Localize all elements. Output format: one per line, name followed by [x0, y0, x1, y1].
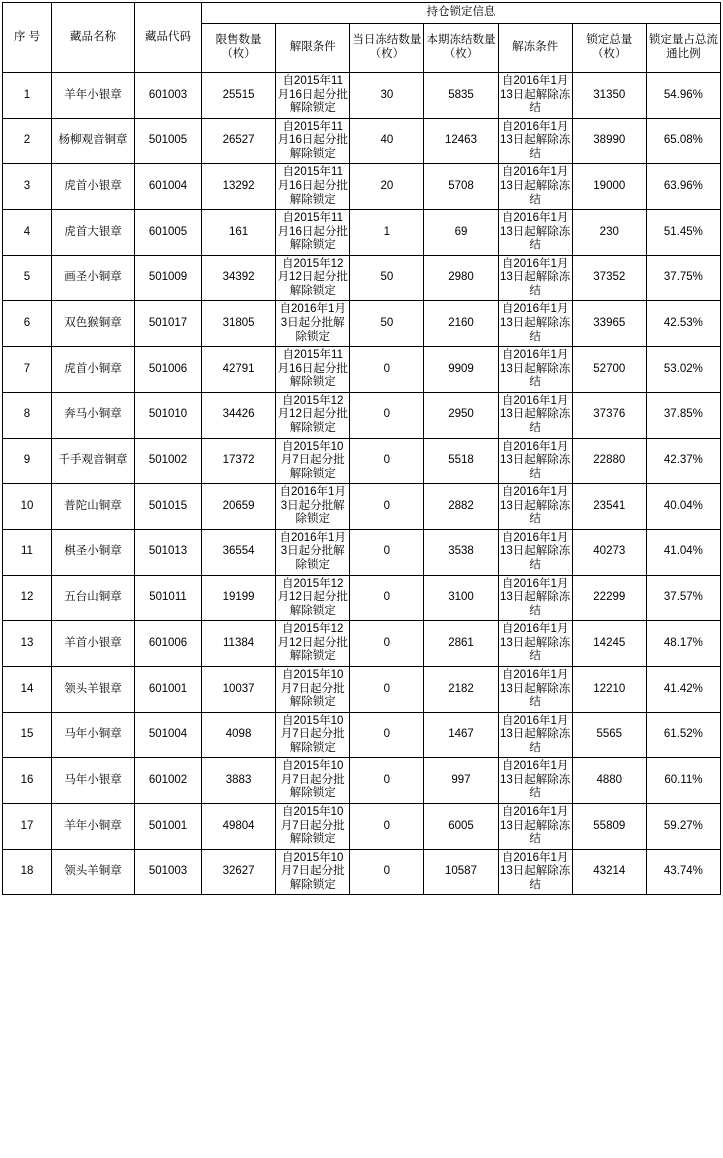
cell-code: 601004	[135, 164, 202, 210]
cell-name: 马年小铜章	[52, 712, 135, 758]
cell-code: 501017	[135, 301, 202, 347]
cell-today-frozen: 30	[350, 73, 424, 119]
column-header-index: 序 号	[3, 3, 52, 73]
column-header-code: 藏品代码	[135, 3, 202, 73]
cell-today-frozen: 1	[350, 210, 424, 256]
cell-lock-total: 4880	[572, 758, 646, 804]
cell-ratio: 61.52%	[646, 712, 720, 758]
table-head	[3, 3, 721, 73]
cell-period-frozen: 3538	[424, 529, 498, 575]
cell-today-frozen: 0	[350, 758, 424, 804]
cell-unlock-cond: 自2015年10月7日起分批解除锁定	[276, 666, 350, 712]
cell-ratio: 40.04%	[646, 484, 720, 530]
cell-name: 羊年小铜章	[52, 804, 135, 850]
cell-unlock-cond: 自2015年11月16日起分批解除锁定	[276, 347, 350, 393]
cell-unlock-cond: 自2015年10月7日起分批解除锁定	[276, 438, 350, 484]
cell-thaw-cond: 自2016年1月13日起解除冻结	[498, 73, 572, 119]
table-row	[3, 758, 721, 804]
cell-ratio: 48.17%	[646, 621, 720, 667]
cell-index: 17	[3, 804, 52, 850]
cell-name: 羊年小银章	[52, 73, 135, 119]
cell-lock-total: 55809	[572, 804, 646, 850]
cell-lock-total: 31350	[572, 73, 646, 119]
cell-today-frozen: 0	[350, 438, 424, 484]
cell-name: 棋圣小铜章	[52, 529, 135, 575]
cell-code: 601005	[135, 210, 202, 256]
cell-lock-total: 22880	[572, 438, 646, 484]
cell-index: 1	[3, 73, 52, 119]
cell-lock-total: 37376	[572, 392, 646, 438]
table-body	[3, 73, 721, 895]
cell-lock-total: 40273	[572, 529, 646, 575]
cell-ratio: 59.27%	[646, 804, 720, 850]
cell-ratio: 51.45%	[646, 210, 720, 256]
cell-lock-total: 33965	[572, 301, 646, 347]
cell-today-frozen: 0	[350, 804, 424, 850]
table-row	[3, 73, 721, 119]
column-header-today-frozen: 当日冻结数量（枚）	[350, 24, 424, 73]
cell-period-frozen: 2861	[424, 621, 498, 667]
table-row	[3, 804, 721, 850]
table-row	[3, 392, 721, 438]
cell-index: 6	[3, 301, 52, 347]
table-row	[3, 118, 721, 164]
table-row	[3, 347, 721, 393]
cell-index: 10	[3, 484, 52, 530]
cell-ratio: 60.11%	[646, 758, 720, 804]
cell-code: 501005	[135, 118, 202, 164]
cell-unlock-cond: 自2015年12月12日起分批解除锁定	[276, 255, 350, 301]
column-header-period-frozen: 本期冻结数量（枚）	[424, 24, 498, 73]
cell-code: 501002	[135, 438, 202, 484]
cell-today-frozen: 0	[350, 575, 424, 621]
cell-lock-total: 52700	[572, 347, 646, 393]
cell-name: 杨柳观音铜章	[52, 118, 135, 164]
group-header-row	[3, 3, 721, 24]
table-row	[3, 529, 721, 575]
cell-thaw-cond: 自2016年1月13日起解除冻结	[498, 438, 572, 484]
cell-code: 601006	[135, 621, 202, 667]
cell-today-frozen: 0	[350, 529, 424, 575]
cell-thaw-cond: 自2016年1月13日起解除冻结	[498, 621, 572, 667]
cell-today-frozen: 50	[350, 301, 424, 347]
cell-ratio: 65.08%	[646, 118, 720, 164]
cell-name: 领头羊铜章	[52, 849, 135, 895]
cell-code: 601002	[135, 758, 202, 804]
cell-name: 奔马小铜章	[52, 392, 135, 438]
table-row	[3, 210, 721, 256]
cell-code: 501003	[135, 849, 202, 895]
cell-ratio: 37.75%	[646, 255, 720, 301]
cell-today-frozen: 20	[350, 164, 424, 210]
cell-index: 2	[3, 118, 52, 164]
cell-code: 501009	[135, 255, 202, 301]
cell-unlock-cond: 自2015年10月7日起分批解除锁定	[276, 849, 350, 895]
table-row	[3, 712, 721, 758]
cell-name: 画圣小铜章	[52, 255, 135, 301]
cell-index: 14	[3, 666, 52, 712]
cell-thaw-cond: 自2016年1月13日起解除冻结	[498, 758, 572, 804]
cell-limit-qty: 13292	[202, 164, 276, 210]
cell-ratio: 41.04%	[646, 529, 720, 575]
cell-unlock-cond: 自2015年11月16日起分批解除锁定	[276, 210, 350, 256]
cell-thaw-cond: 自2016年1月13日起解除冻结	[498, 164, 572, 210]
cell-thaw-cond: 自2016年1月13日起解除冻结	[498, 347, 572, 393]
cell-name: 千手观音铜章	[52, 438, 135, 484]
cell-today-frozen: 0	[350, 712, 424, 758]
cell-today-frozen: 40	[350, 118, 424, 164]
cell-index: 5	[3, 255, 52, 301]
cell-thaw-cond: 自2016年1月13日起解除冻结	[498, 255, 572, 301]
table-row	[3, 484, 721, 530]
cell-limit-qty: 34392	[202, 255, 276, 301]
cell-today-frozen: 0	[350, 484, 424, 530]
cell-name: 虎首小银章	[52, 164, 135, 210]
cell-period-frozen: 2882	[424, 484, 498, 530]
cell-index: 11	[3, 529, 52, 575]
cell-index: 8	[3, 392, 52, 438]
table-row	[3, 164, 721, 210]
column-header-lock-total: 锁定总量（枚）	[572, 24, 646, 73]
cell-name: 虎首大银章	[52, 210, 135, 256]
cell-period-frozen: 12463	[424, 118, 498, 164]
cell-today-frozen: 0	[350, 347, 424, 393]
cell-thaw-cond: 自2016年1月13日起解除冻结	[498, 666, 572, 712]
cell-today-frozen: 0	[350, 849, 424, 895]
cell-code: 501013	[135, 529, 202, 575]
cell-ratio: 43.74%	[646, 849, 720, 895]
cell-ratio: 37.57%	[646, 575, 720, 621]
cell-unlock-cond: 自2016年1月3日起分批解除锁定	[276, 529, 350, 575]
cell-thaw-cond: 自2016年1月13日起解除冻结	[498, 804, 572, 850]
cell-thaw-cond: 自2016年1月13日起解除冻结	[498, 301, 572, 347]
cell-limit-qty: 10037	[202, 666, 276, 712]
cell-index: 4	[3, 210, 52, 256]
cell-limit-qty: 32627	[202, 849, 276, 895]
cell-lock-total: 14245	[572, 621, 646, 667]
cell-limit-qty: 36554	[202, 529, 276, 575]
cell-unlock-cond: 自2016年1月3日起分批解除锁定	[276, 301, 350, 347]
cell-limit-qty: 3883	[202, 758, 276, 804]
column-header-thaw-condition: 解冻条件	[498, 24, 572, 73]
cell-index: 13	[3, 621, 52, 667]
cell-code: 501006	[135, 347, 202, 393]
cell-limit-qty: 17372	[202, 438, 276, 484]
cell-thaw-cond: 自2016年1月13日起解除冻结	[498, 712, 572, 758]
cell-thaw-cond: 自2016年1月13日起解除冻结	[498, 484, 572, 530]
table-row	[3, 849, 721, 895]
cell-lock-total: 19000	[572, 164, 646, 210]
cell-name: 双色猴铜章	[52, 301, 135, 347]
table-row	[3, 621, 721, 667]
cell-index: 9	[3, 438, 52, 484]
cell-period-frozen: 9909	[424, 347, 498, 393]
cell-ratio: 63.96%	[646, 164, 720, 210]
cell-thaw-cond: 自2016年1月13日起解除冻结	[498, 392, 572, 438]
cell-code: 601001	[135, 666, 202, 712]
cell-period-frozen: 1467	[424, 712, 498, 758]
cell-period-frozen: 6005	[424, 804, 498, 850]
cell-unlock-cond: 自2015年10月7日起分批解除锁定	[276, 804, 350, 850]
cell-unlock-cond: 自2015年10月7日起分批解除锁定	[276, 758, 350, 804]
cell-period-frozen: 2160	[424, 301, 498, 347]
holdings-lock-table	[2, 2, 721, 895]
cell-thaw-cond: 自2016年1月13日起解除冻结	[498, 849, 572, 895]
cell-unlock-cond: 自2015年11月16日起分批解除锁定	[276, 73, 350, 119]
cell-period-frozen: 997	[424, 758, 498, 804]
cell-today-frozen: 0	[350, 621, 424, 667]
cell-period-frozen: 2950	[424, 392, 498, 438]
cell-ratio: 41.42%	[646, 666, 720, 712]
cell-index: 16	[3, 758, 52, 804]
cell-thaw-cond: 自2016年1月13日起解除冻结	[498, 529, 572, 575]
cell-period-frozen: 10587	[424, 849, 498, 895]
cell-period-frozen: 3100	[424, 575, 498, 621]
cell-limit-qty: 19199	[202, 575, 276, 621]
cell-lock-total: 22299	[572, 575, 646, 621]
cell-unlock-cond: 自2015年12月12日起分批解除锁定	[276, 392, 350, 438]
cell-name: 五台山铜章	[52, 575, 135, 621]
cell-thaw-cond: 自2016年1月13日起解除冻结	[498, 575, 572, 621]
cell-limit-qty: 25515	[202, 73, 276, 119]
cell-period-frozen: 69	[424, 210, 498, 256]
cell-index: 3	[3, 164, 52, 210]
cell-unlock-cond: 自2015年11月16日起分批解除锁定	[276, 164, 350, 210]
cell-period-frozen: 2182	[424, 666, 498, 712]
cell-lock-total: 230	[572, 210, 646, 256]
cell-ratio: 54.96%	[646, 73, 720, 119]
cell-limit-qty: 49804	[202, 804, 276, 850]
cell-ratio: 53.02%	[646, 347, 720, 393]
cell-unlock-cond: 自2015年10月7日起分批解除锁定	[276, 712, 350, 758]
column-header-unlock-condition: 解限条件	[276, 24, 350, 73]
cell-lock-total: 23541	[572, 484, 646, 530]
table-row	[3, 301, 721, 347]
column-header-limit-qty: 限售数量（枚）	[202, 24, 276, 73]
cell-thaw-cond: 自2016年1月13日起解除冻结	[498, 210, 572, 256]
cell-index: 7	[3, 347, 52, 393]
cell-limit-qty: 26527	[202, 118, 276, 164]
cell-code: 501011	[135, 575, 202, 621]
cell-name: 马年小银章	[52, 758, 135, 804]
cell-lock-total: 37352	[572, 255, 646, 301]
table-row	[3, 255, 721, 301]
cell-code: 501001	[135, 804, 202, 850]
cell-ratio: 42.37%	[646, 438, 720, 484]
cell-limit-qty: 42791	[202, 347, 276, 393]
cell-limit-qty: 4098	[202, 712, 276, 758]
cell-unlock-cond: 自2015年12月12日起分批解除锁定	[276, 621, 350, 667]
cell-limit-qty: 11384	[202, 621, 276, 667]
cell-lock-total: 12210	[572, 666, 646, 712]
cell-name: 领头羊银章	[52, 666, 135, 712]
column-header-name: 藏品名称	[52, 3, 135, 73]
cell-limit-qty: 31805	[202, 301, 276, 347]
cell-code: 501004	[135, 712, 202, 758]
cell-today-frozen: 0	[350, 392, 424, 438]
cell-period-frozen: 5518	[424, 438, 498, 484]
cell-unlock-cond: 自2016年1月3日起分批解除锁定	[276, 484, 350, 530]
table-row	[3, 575, 721, 621]
cell-limit-qty: 161	[202, 210, 276, 256]
cell-today-frozen: 50	[350, 255, 424, 301]
cell-index: 15	[3, 712, 52, 758]
cell-period-frozen: 5835	[424, 73, 498, 119]
column-group-header: 持仓锁定信息	[202, 3, 721, 24]
cell-lock-total: 5565	[572, 712, 646, 758]
cell-lock-total: 38990	[572, 118, 646, 164]
cell-name: 羊首小银章	[52, 621, 135, 667]
cell-name: 虎首小铜章	[52, 347, 135, 393]
cell-period-frozen: 5708	[424, 164, 498, 210]
cell-period-frozen: 2980	[424, 255, 498, 301]
cell-today-frozen: 0	[350, 666, 424, 712]
cell-name: 普陀山铜章	[52, 484, 135, 530]
cell-ratio: 37.85%	[646, 392, 720, 438]
cell-index: 18	[3, 849, 52, 895]
cell-code: 501010	[135, 392, 202, 438]
cell-thaw-cond: 自2016年1月13日起解除冻结	[498, 118, 572, 164]
cell-limit-qty: 34426	[202, 392, 276, 438]
column-header-ratio: 锁定量占总流通比例	[646, 24, 720, 73]
cell-unlock-cond: 自2015年11月16日起分批解除锁定	[276, 118, 350, 164]
cell-limit-qty: 20659	[202, 484, 276, 530]
cell-unlock-cond: 自2015年12月12日起分批解除锁定	[276, 575, 350, 621]
cell-ratio: 42.53%	[646, 301, 720, 347]
cell-code: 601003	[135, 73, 202, 119]
cell-lock-total: 43214	[572, 849, 646, 895]
table-row	[3, 438, 721, 484]
cell-index: 12	[3, 575, 52, 621]
table-row	[3, 666, 721, 712]
cell-code: 501015	[135, 484, 202, 530]
